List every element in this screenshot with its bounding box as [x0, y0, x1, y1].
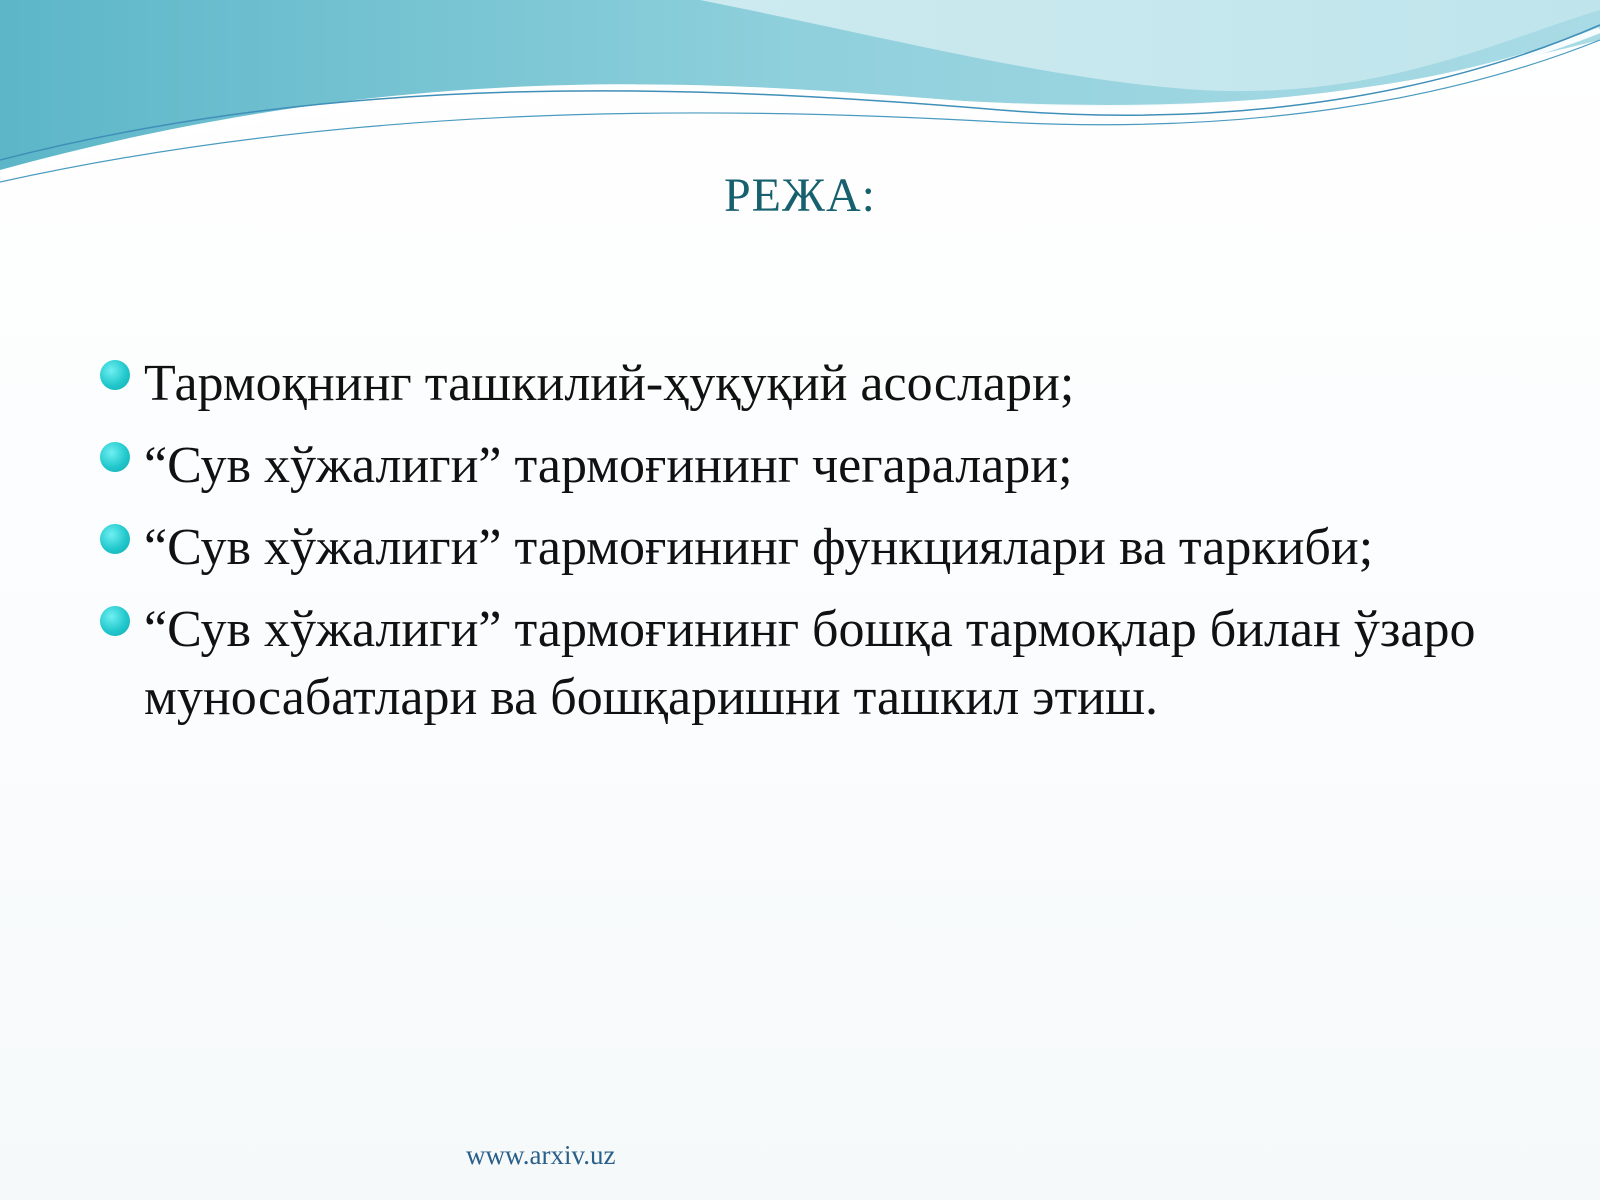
list-item	[96, 350, 1516, 418]
footer-website-link[interactable]: www.arxiv.uz	[466, 1140, 616, 1170]
plan-bullet-list	[96, 350, 1516, 746]
list-item-text: Тармоқнинг ташкилий-ҳуқуқий асослари;	[144, 355, 1075, 412]
list-item-text: “Сув хўжалиги” тармоғининг бошқа тармоқлар билан ўзаро муносабатлари ва бошқаришни ташкил этиш.	[144, 601, 1476, 726]
list-item	[96, 432, 1516, 500]
teal-circle-bullet-icon	[100, 360, 130, 390]
teal-circle-bullet-icon	[100, 606, 130, 636]
list-item-text: “Сув хўжалиги” тармоғининг чегаралари;	[144, 437, 1073, 494]
teal-circle-bullet-icon	[100, 524, 130, 554]
list-item-text: “Сув хўжалиги” тармоғининг функциялари ва таркиби;	[144, 519, 1374, 576]
list-item	[96, 596, 1516, 732]
teal-circle-bullet-icon	[100, 442, 130, 472]
list-item	[96, 514, 1516, 582]
slide-title: РЕЖА:	[723, 169, 877, 222]
